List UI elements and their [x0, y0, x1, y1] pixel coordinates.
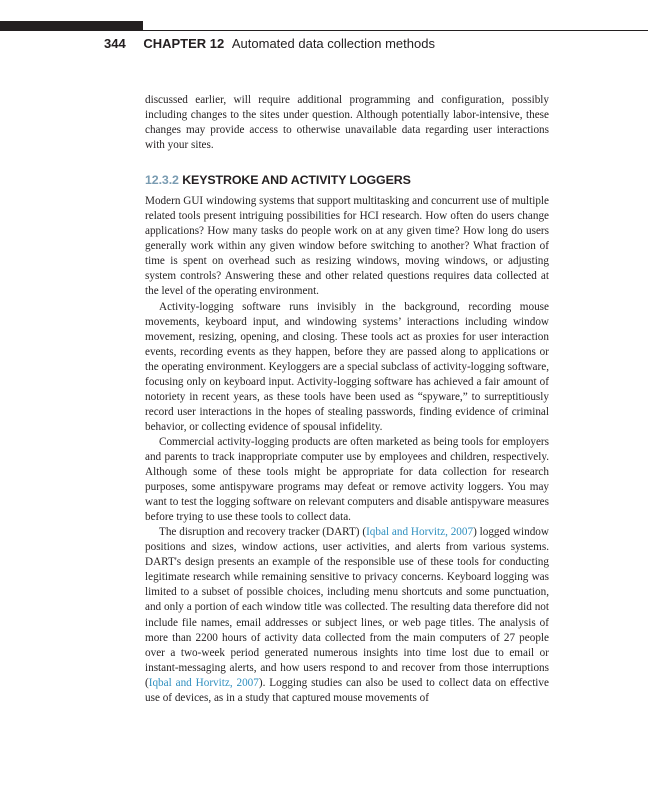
- chapter-title: Automated data collection methods: [231, 36, 435, 51]
- paragraph-3: Commercial activity-logging products are often marketed as being tools for employers and parents to track inappropriate computer use by employees and children, respectively. Although some of these tools might be appropriate for data collection for research purposes, some antispyware programs may defeat or remove activity loggers. You may want to test the logging software on relevant computers and disable antispyware measures before trying to use these tools to collect data.: [145, 435, 549, 524]
- paragraph-1: Modern GUI windowing systems that support multitasking and concurrent use of multiple related tools present intriguing possibilities for HCI research. How often do users change applications? How many tasks do people work on at any given time? How long do users generally work within any given window before switching to another? What fraction of time is spent on overhead such as resizing windows, moving windows, or adjusting system controls? Answering these and other related questions requires data collected at the level of the operating environment.: [145, 195, 549, 298]
- top-rule-thin: [143, 30, 648, 31]
- top-rule-thick: [0, 21, 143, 31]
- citation-link[interactable]: Iqbal and Horvitz, 2007: [148, 676, 259, 689]
- section-title: KEYSTROKE AND ACTIVITY LOGGERS: [182, 173, 411, 188]
- page-body: [145, 93, 549, 706]
- paragraph-4-text-c: ). Logging studies can also be used to collect data on effective use of devices, as in a study that captured mouse movements of: [145, 676, 549, 704]
- chapter-label: CHAPTER 12: [143, 36, 225, 51]
- paragraph-4-text-b: ) logged window positions and sizes, window actions, user activities, and alerts from various systems. DART's design presents an example of the responsible use of these tools for conducting legitimate research while remaining sensitive to privacy concerns. Keyboard logging was limited to a subset of possible choices, including menu shortcuts and some punctuation, and only a portion of each window title was collected. The resulting data therefore did not include file names, email addresses or subject lines, or web page titles. The analysis of more than 2200 hours of activity data collected from the main computers of 27 people over a two-week period generated numerous insights into time lost due to email or instant-messaging alerts, and how users respond to and recover from those interruptions (: [145, 526, 549, 689]
- page-number: 344: [104, 36, 126, 51]
- paragraph-4-text-a: The disruption and recovery tracker (DART) (: [159, 526, 367, 539]
- paragraph-4: [145, 525, 549, 706]
- section-number: 12.3.2: [145, 173, 179, 188]
- paragraph-continued: discussed earlier, will require additional programming and configuration, possibly including changes to the sites under question. Although potentially labor-intensive, these changes may provide access to otherwise unavailable data regarding user interactions with your sites.: [145, 94, 549, 152]
- section-heading: [145, 172, 549, 188]
- running-head: [104, 36, 435, 54]
- paragraph-2: Activity-logging software runs invisibly in the background, recording mouse movements, keyboard input, and windowing systems’ interactions including window movement, resizing, opening, and closing. These tools act as proxies for user interaction events, recording events as they happen, before they are passed along to applications or the operating environment. Keyloggers are a special subclass of activity-logging software, focusing only on keyboard input. Activity-logging software has achieved a fair amount of notoriety in recent years, as these tools have been used as “spyware,” to surreptitiously record user interactions in the hopes of stealing passwords, finding evidence of criminal behavior, or collecting evidence of spousal infidelity.: [145, 300, 549, 433]
- citation-link[interactable]: Iqbal and Horvitz, 2007: [366, 526, 474, 539]
